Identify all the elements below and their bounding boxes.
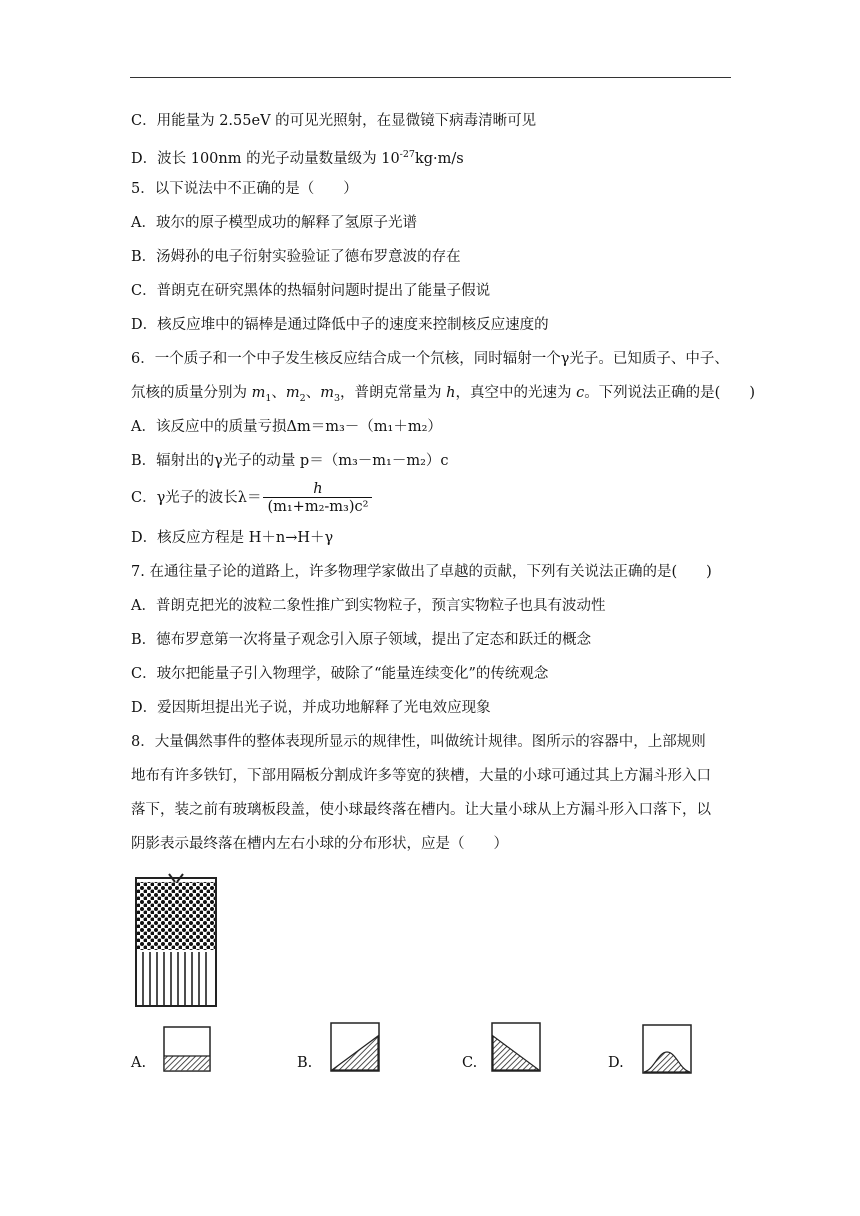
q5-option-a: A．玻尔的原子模型成功的解释了氢原子光谱	[131, 215, 417, 231]
fraction-denominator: (m₁+m₂-m₃)c²	[267, 498, 369, 515]
q4-d-prefix: D．波长 100nm 的光子动量数量级为 10	[131, 150, 400, 167]
q8-stem-line2: 地布有许多铁钉，下部用隔板分割成许多等宽的狭槽，大量的小球可通过其上方漏斗形入口	[131, 768, 711, 784]
q6-option-d: D．核反应方程是 H＋n→H＋γ	[131, 530, 334, 546]
q8-option-c-label: C.	[462, 1055, 478, 1071]
header-rule	[130, 77, 731, 78]
q8-option-b-label: B.	[297, 1055, 313, 1071]
q8-option-a-label: A.	[131, 1055, 147, 1071]
q6-option-b: B．辐射出的γ光子的动量 p＝（m₃－m₁－m₂）c	[131, 453, 449, 469]
q4-d-exponent: -27	[399, 149, 415, 160]
q6-stem-line1: 6．一个质子和一个中子发生核反应结合成一个氘核，同时辐射一个γ光子。已知质子、中子、	[131, 351, 729, 367]
q8-option-d-diagram	[642, 1024, 692, 1074]
q8-option-a-diagram	[163, 1026, 211, 1072]
galton-board-figure	[133, 872, 223, 1008]
q4-option-d	[131, 145, 731, 169]
fraction-numerator: h	[313, 480, 323, 497]
q7-stem: 7. 在通往量子论的道路上，许多物理学家做出了卓越的贡献，下列有关说法正确的是( )	[131, 564, 712, 580]
q7-option-d: D．爱因斯坦提出光子说，并成功地解释了光电效应现象	[131, 700, 491, 716]
q4-d-suffix: kg·m/s	[414, 150, 464, 167]
q8-option-d-label: D.	[608, 1055, 624, 1071]
q5-option-d: D．核反应堆中的镉棒是通过降低中子的速度来控制核反应速度的	[131, 317, 549, 333]
q8-option-c-diagram	[491, 1022, 541, 1072]
q5-stem: 5．以下说法中不正确的是（ ）	[131, 181, 358, 197]
q7-option-b: B．德布罗意第一次将量子观念引入原子领域，提出了定态和跃迁的概念	[131, 632, 592, 648]
q6-option-c: C．γ光子的波长λ＝ $\frac{h}{\text{(m₁+m₂-m₃)c²}}$	[131, 480, 731, 516]
q4-option-c: C．用能量为 2.55eV 的可见光照射，在显微镜下病毒清晰可见	[131, 113, 537, 129]
q5-option-b: B．汤姆孙的电子衍射实验验证了德布罗意波的存在	[131, 249, 461, 265]
wavelength-fraction	[263, 481, 372, 516]
q8-stem-line4: 阴影表示最终落在槽内左右小球的分布形状，应是（ ）	[131, 836, 508, 852]
q8-option-b-diagram	[330, 1022, 380, 1072]
q7-option-c: C．玻尔把能量子引入物理学，破除了“能量连续变化”的传统观念	[131, 666, 549, 682]
q5-option-c: C．普朗克在研究黑体的热辐射问题时提出了能量子假说	[131, 283, 491, 299]
q6-stem-line2: 氘核的质量分别为 $m_1$、$m_2$、$m_3$，普朗克常量为 h，真空中的光速为 c。下列说法正确的是( )	[131, 385, 756, 404]
q7-option-a: A．普朗克把光的波粒二象性推广到实物粒子，预言实物粒子也具有波动性	[131, 598, 606, 614]
q6-option-a: A．该反应中的质量亏损Δm＝m₃－（m₁＋m₂）	[131, 419, 442, 435]
q8-stem-line3: 落下，装之前有玻璃板段盖，使小球最终落在槽内。让大量小球从上方漏斗形入口落下，以	[131, 802, 711, 818]
q8-stem-line1: 8．大量偶然事件的整体表现所显示的规律性，叫做统计规律。图所示的容器中，上部规则	[131, 734, 706, 750]
